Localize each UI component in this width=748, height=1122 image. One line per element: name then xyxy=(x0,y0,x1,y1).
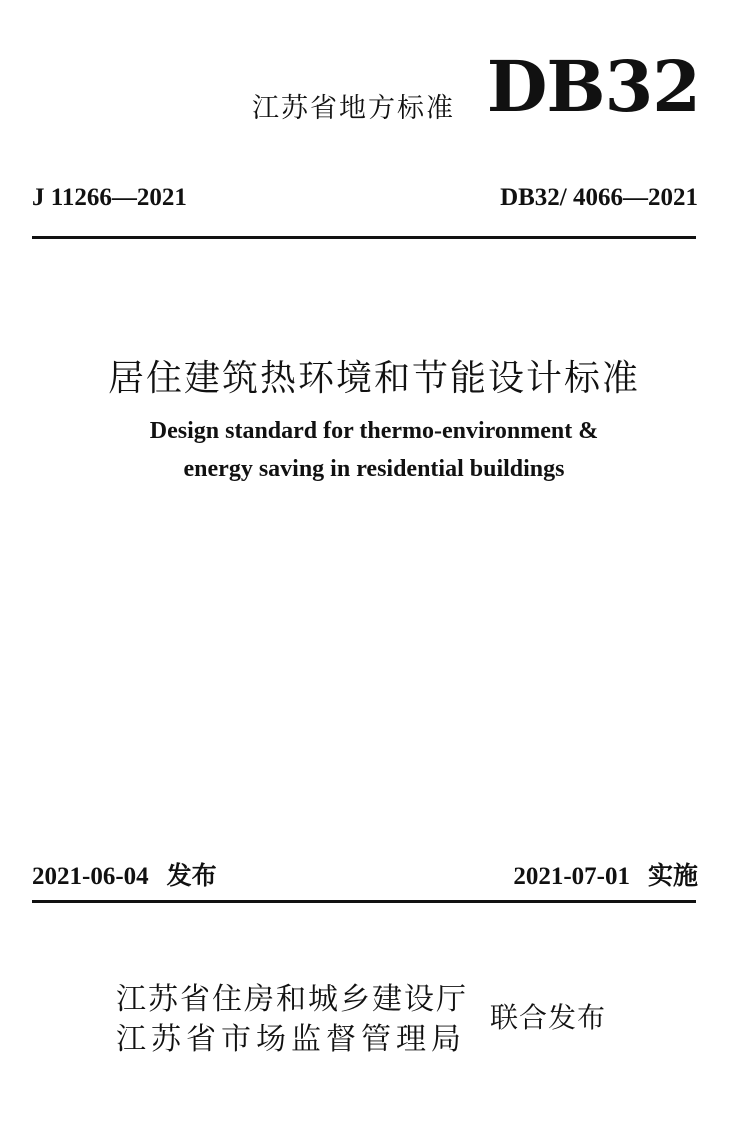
joint-issue-label: 联合发布 xyxy=(490,1001,607,1034)
standard-number: DB32/ 4066—2021 xyxy=(500,184,698,211)
issue-date-block xyxy=(32,856,217,892)
implementation-date-block xyxy=(513,856,698,892)
title-english-line2: energy saving in residential buildings xyxy=(183,456,565,482)
bottom-divider xyxy=(32,900,696,903)
standard-code-logo: DB32 xyxy=(486,45,700,128)
issuer-line2: 江苏省市场监督管理局 xyxy=(116,1022,466,1057)
issue-label: 发布 xyxy=(166,861,217,890)
issue-date: 2021-06-04 xyxy=(32,863,149,890)
issuer-line1: 江苏省住房和城乡建设厅 xyxy=(116,982,468,1017)
implementation-date: 2021-07-01 xyxy=(513,863,630,890)
standard-category-label: 江苏省地方标准 xyxy=(252,93,455,124)
record-number: J 11266—2021 xyxy=(32,184,187,211)
implementation-label: 实施 xyxy=(647,861,698,890)
top-divider xyxy=(32,236,696,239)
title-english-line1: Design standard for thermo-environment & xyxy=(149,418,599,444)
title-chinese: 居住建筑热环境和节能设计标准 xyxy=(107,358,640,399)
